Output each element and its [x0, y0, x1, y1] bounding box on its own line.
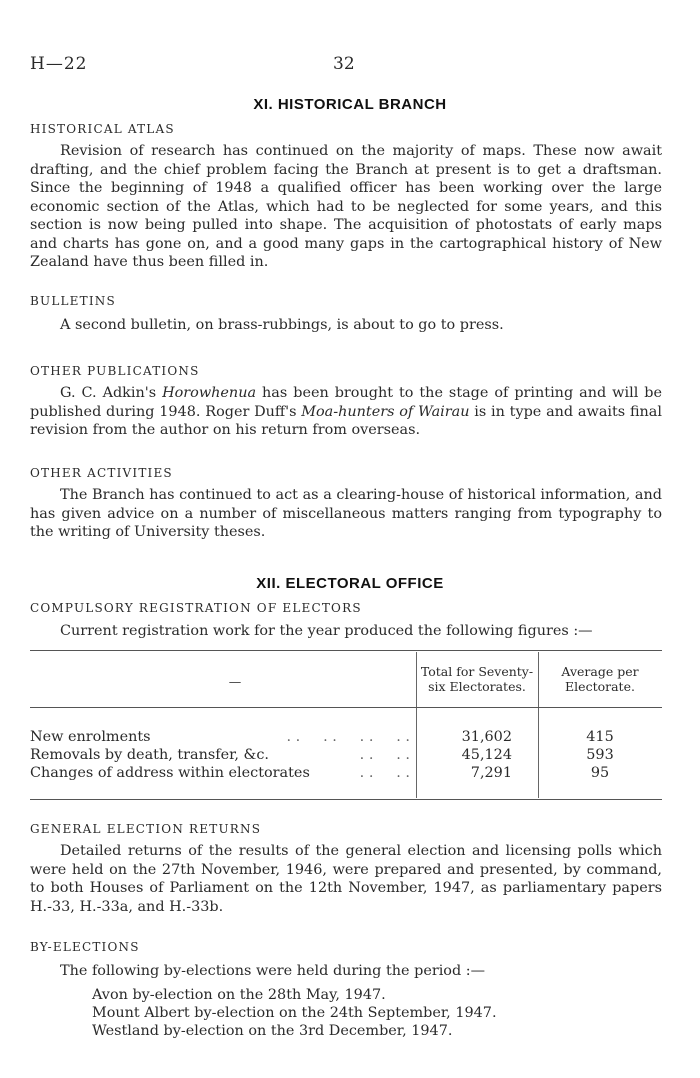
row-leaders-changes-of-address: . . . .: [359, 765, 410, 781]
publications-text-c: is in type and awaits final revision from the author on his return from overseas.: [30, 403, 662, 438]
paragraph-registration-intro: Current registration work for the year produced the following figures :—: [60, 623, 593, 639]
table-header-blank: —: [228, 674, 242, 689]
section-title-electoral-office: XII. ELECTORAL OFFICE: [256, 575, 444, 592]
table-col-divider-1: [416, 652, 417, 798]
paragraph-general-election-returns: Detailed returns of the results of the general election and licensing polls which were held on the 27th November, 1946, were prepared and presented, by command, to both Houses of Parliament on the 12th November, 1947, as parliamentary papers H.-33, H.-33a, and H.-33b.: [30, 843, 662, 915]
paragraph-historical-atlas: Revision of research has continued on the majority of maps. These now await drafting, and the chief problem facing the Branch at present is to get a draftsman. Since the beginning of 1948 a qualified officer has been working over the large economic section of the Atlas, which had to be neglected for some years, and this section is now being pulled into shape. The acquisition of photostats of early maps and charts has gone on, and a good many gaps in the cartographical history of New Zealand have thus been filled in.: [30, 143, 662, 270]
section-title-historical-branch: XI. HISTORICAL BRANCH: [253, 96, 447, 113]
table-header-rule: [30, 707, 662, 708]
row-leaders-removals: . . . .: [359, 747, 410, 763]
row-total-removals: 45,124: [461, 747, 512, 763]
row-label-changes-of-address: Changes of address within electorates: [30, 765, 310, 781]
row-total-changes-of-address: 7,291: [470, 765, 512, 781]
book-title-moa-hunters: Moa-hunters of Wairau: [301, 403, 470, 420]
subheading-bulletins: BULLETINS: [30, 294, 116, 308]
by-election-item: Westland by-election on the 3rd December, 1947.: [92, 1023, 453, 1039]
row-leaders-new-enrolments: . . . . . . . .: [286, 729, 410, 745]
paragraph-other-publications: [30, 384, 662, 440]
subheading-general-election-returns: GENERAL ELECTION RETURNS: [30, 822, 262, 836]
row-label-new-enrolments: New enrolments: [30, 729, 151, 745]
subheading-compulsory-registration: COMPULSORY REGISTRATION OF ELECTORS: [30, 601, 362, 615]
subheading-historical-atlas: HISTORICAL ATLAS: [30, 122, 175, 136]
book-title-horowhenua: Horowhenua: [162, 385, 257, 401]
table-top-rule: [30, 650, 662, 651]
by-election-item: Avon by-election on the 28th May, 1947.: [92, 987, 386, 1003]
publications-text-a: G. C. Adkin's: [60, 385, 163, 401]
subheading-by-elections: BY-ELECTIONS: [30, 940, 140, 954]
by-election-item: Mount Albert by-election on the 24th September, 1947.: [92, 1005, 497, 1021]
subheading-other-activities: OTHER ACTIVITIES: [30, 466, 173, 480]
paragraph-bulletins: A second bulletin, on brass-rubbings, is about to go to press.: [60, 317, 504, 333]
row-total-new-enrolments: 31,602: [461, 729, 512, 745]
row-average-removals: 593: [586, 747, 614, 763]
table-header-average: Average per Electorate.: [561, 664, 639, 694]
table-col-divider-2: [538, 652, 539, 798]
row-average-new-enrolments: 415: [586, 729, 614, 745]
table-bottom-rule: [30, 799, 662, 800]
paragraph-by-elections-intro: The following by-elections were held during the period :—: [60, 963, 486, 979]
table-header-total: Total for Seventy-six Electorates.: [420, 664, 534, 694]
row-label-removals: Removals by death, transfer, &c.: [30, 747, 269, 763]
page-number: 32: [333, 54, 355, 74]
row-average-changes-of-address: 95: [590, 765, 610, 781]
document-reference: H—22: [30, 54, 88, 74]
subheading-other-publications: OTHER PUBLICATIONS: [30, 364, 200, 378]
paragraph-other-activities: The Branch has continued to act as a clearing-house of historical information, and has given advice on a number of miscellaneous matters ranging from typography to the writing of University theses.: [30, 487, 662, 540]
publications-text-b: has been brought to the stage of printing and will be published during 1948. Roger Duff's: [30, 385, 662, 420]
